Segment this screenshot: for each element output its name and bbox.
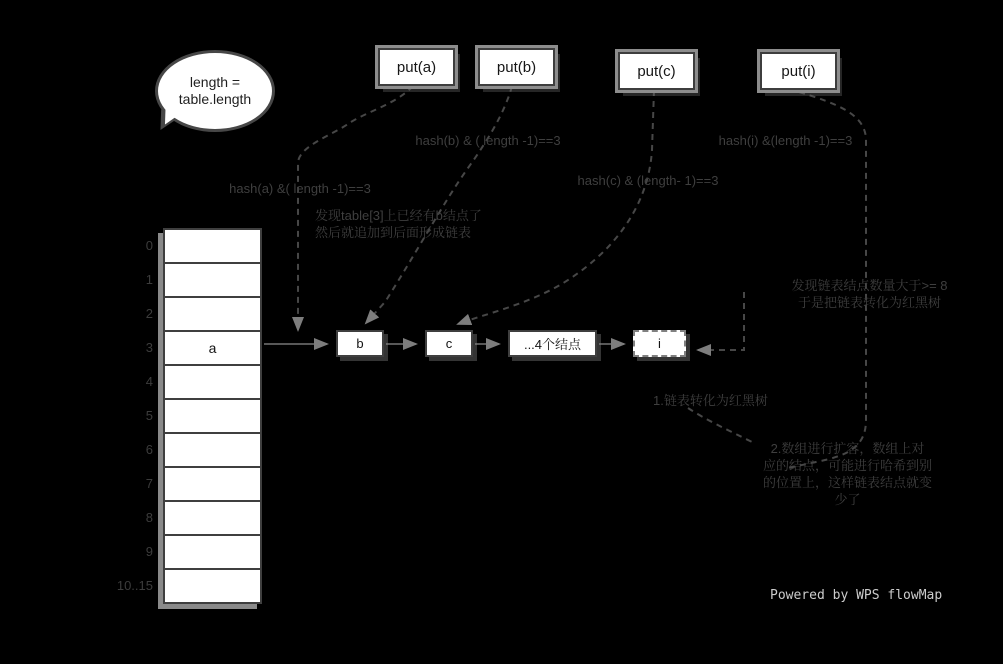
list-node-c	[425, 330, 473, 357]
put-i-label: put(i)	[781, 62, 816, 80]
bucket-row	[163, 296, 262, 332]
put-i-box	[760, 52, 837, 90]
bucket-row	[163, 228, 262, 264]
treeify-note-line2: 于是把链表转化为红黑树	[797, 295, 941, 310]
hash-label-b: hash(b) & ( length -1)==3	[415, 133, 561, 148]
bucket-index-1: 1	[145, 272, 153, 287]
node-i-label: i	[658, 336, 661, 351]
put-c-box	[618, 52, 695, 90]
bucket-row-occupied	[163, 330, 262, 366]
list-node-b	[336, 330, 384, 357]
bucket-row	[163, 398, 262, 434]
put-b-label: put(b)	[496, 58, 537, 76]
bucket-row	[163, 364, 262, 400]
bucket-value-a: a	[208, 340, 217, 356]
hash-label-c: hash(c) & (length- 1)==3	[577, 173, 719, 188]
bucket-index-3: 3	[145, 340, 153, 355]
treeify-step-label: 1.链表转化为红黑树	[653, 393, 768, 408]
put-a-label: put(a)	[396, 58, 437, 76]
bucket-index-5: 5	[145, 408, 153, 423]
bucket-index-2: 2	[145, 306, 153, 321]
put-c-label: put(c)	[637, 62, 676, 80]
node-more-label: ...4个结点	[523, 337, 582, 352]
bucket-index-4: 4	[145, 374, 153, 389]
bucket-index-7: 7	[145, 476, 153, 491]
bucket-index-9: 9	[145, 544, 153, 559]
bucket-row	[163, 432, 262, 468]
bucket-row	[163, 500, 262, 536]
list-node-i	[633, 330, 686, 357]
path-note-to-i	[698, 292, 744, 350]
resize-note-line3: 的位置上，这样链表结点就变	[762, 475, 932, 490]
treeify-note-line1: 发现链表结点数量大于>= 8	[791, 278, 948, 293]
bucket-row	[163, 466, 262, 502]
resize-note-line2: 应的结点，可能进行哈希到别	[762, 458, 932, 473]
bubble-text-line2: table.length	[178, 91, 252, 107]
collision-note-line2: 然后就追加到后面形成链表	[315, 225, 472, 240]
resize-note-line4: 少了	[834, 492, 861, 507]
hash-label-i: hash(i) &(length -1)==3	[718, 133, 853, 148]
bucket-index-8: 8	[145, 510, 153, 525]
bucket-row	[163, 262, 262, 298]
hash-label-a: hash(a) &( length -1)==3	[229, 181, 371, 196]
hash-table-array	[163, 228, 262, 604]
resize-note	[755, 440, 940, 508]
path-put-b	[366, 86, 512, 323]
bubble-text-line1: length =	[189, 74, 241, 90]
bucket-index-0: 0	[145, 238, 153, 253]
footer-credit: Powered by WPS flowMap	[770, 588, 943, 603]
bucket-index-6: 6	[145, 442, 153, 457]
put-a-box	[378, 48, 455, 86]
list-node-more	[508, 330, 597, 357]
treeify-note	[772, 277, 967, 311]
node-c-label: c	[445, 336, 453, 351]
collision-note	[315, 207, 525, 241]
bucket-row	[163, 568, 262, 604]
resize-note-line1: 2.数组进行扩容，数组上对	[770, 441, 925, 456]
put-b-box	[478, 48, 555, 86]
collision-note-line1: 发现table[3]上已经有b结点了	[315, 208, 482, 223]
path-step1-to-step2	[688, 408, 752, 442]
bucket-row	[163, 534, 262, 570]
node-b-label: b	[356, 336, 364, 351]
bucket-index-10: 10..15	[116, 578, 153, 593]
